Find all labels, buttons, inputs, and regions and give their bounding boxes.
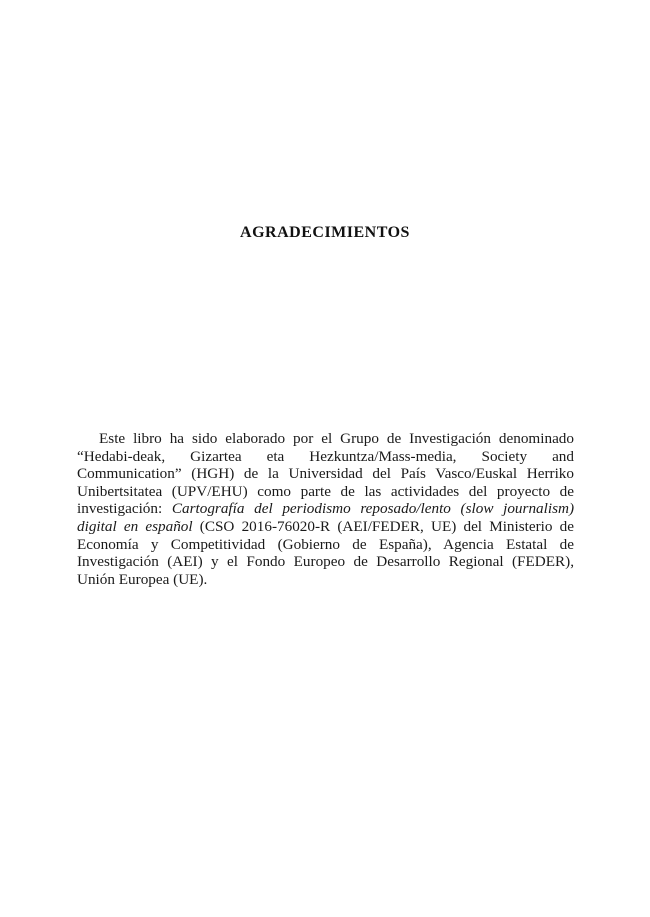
acknowledgements-paragraph [77, 430, 574, 588]
project-title-italic: Cartografía del periodismo reposado/lento (slow journalism) digital en español [77, 500, 575, 535]
paragraph-text-part1: Este libro ha sido elaborado por el Grupo de Investigación denominado “Hedabi-deak, Gizartea eta Hezkuntza/Mass-media, Society and Communication” (HGH) de la Universidad del País Vasco/Euskal Herriko Unibertsitatea (UPV/EHU) como parte de las actividades del proyecto de investigación: [77, 430, 574, 518]
paragraph-text-part2: (CSO 2016-76020-R (AEI/FEDER, UE) del Ministerio de Economía y Competitividad (Gobierno de España), Agencia Estatal de Investigación (AEI) y el Fondo Europeo de Desarrollo Regional (FEDER), Unión Europea (UE). [77, 517, 574, 588]
page-title: AGRADECIMIENTOS [240, 224, 410, 241]
